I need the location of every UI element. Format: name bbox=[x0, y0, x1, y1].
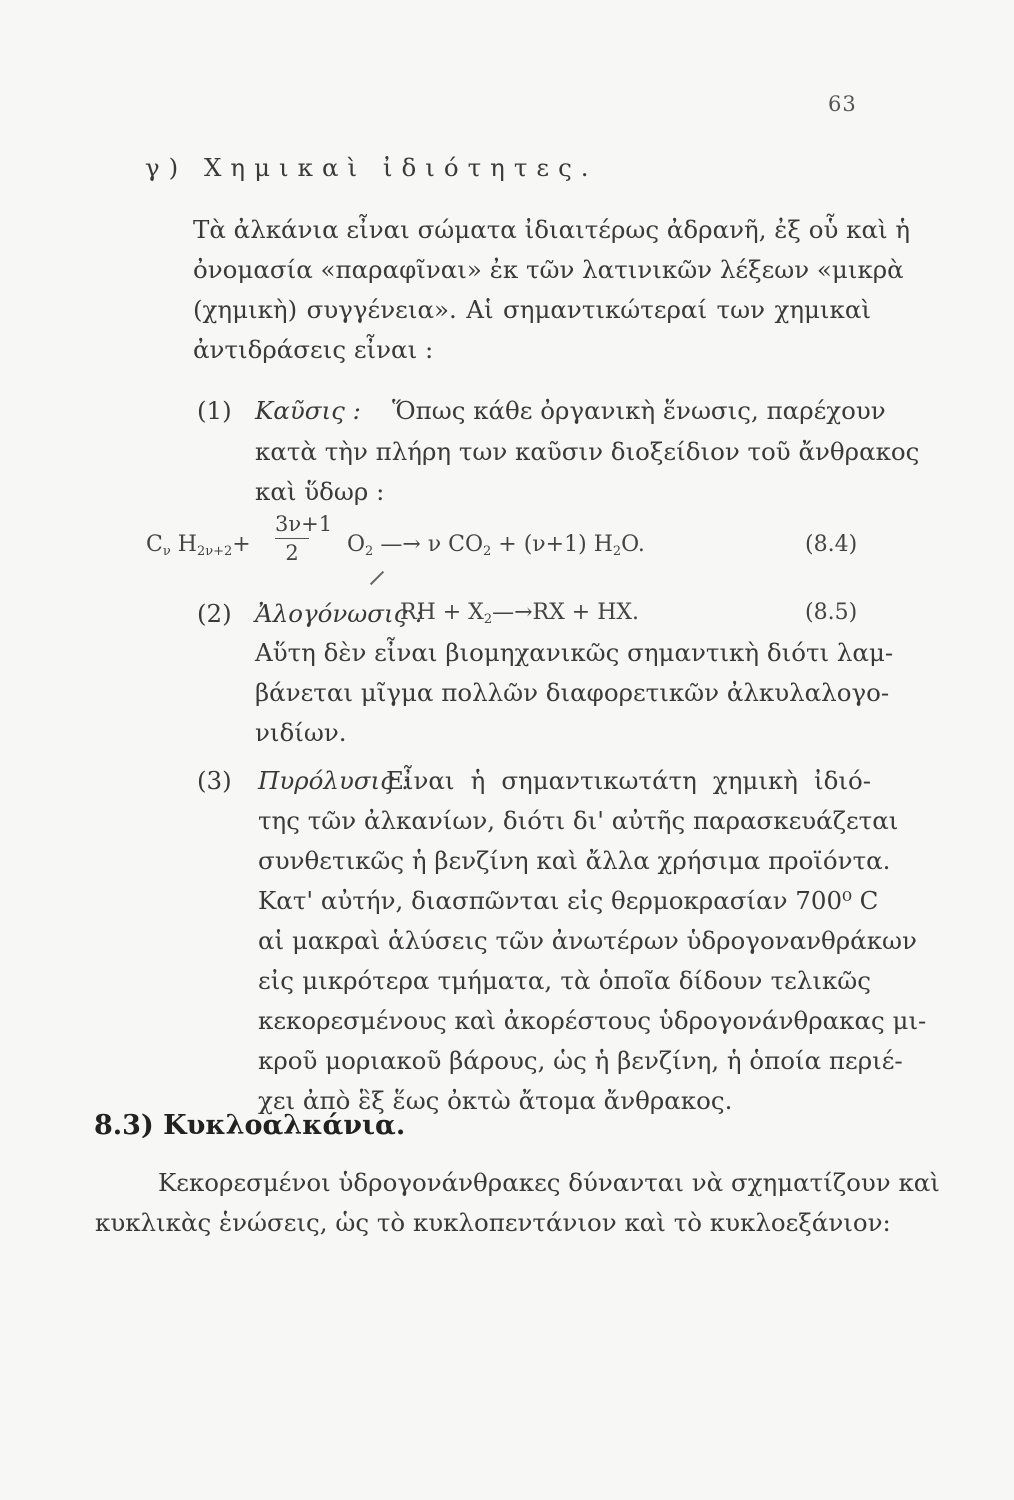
section-8-3-heading: 8.3) Κυκλοαλκάνια. bbox=[94, 1110, 406, 1141]
item3-line-8: κροῦ μοριακοῦ βάρους, ὡς ἡ βενζίνη, ἡ ὁποία περιέ- bbox=[258, 1046, 903, 1075]
item3-line-6: εἰς μικρότερα τμήματα, τὰ ὁποῖα δίδουν τελικῶς bbox=[258, 966, 871, 995]
equation-8-4-label: (8.4) bbox=[805, 532, 858, 557]
item3-line-5: αἱ μακραὶ ἁλύσεις τῶν ἀνωτέρων ὑδρογονανθράκων bbox=[258, 926, 917, 955]
item1-line-2: κατὰ τὴν πλήρη των καῦσιν διοξείδιον τοῦ ἄνθρακος bbox=[255, 437, 920, 466]
item3-line-1: Εἶναι ἡ σημαντικωτάτη χημικὴ ἰδιό- bbox=[386, 766, 871, 795]
item3-line-4: Κατ' αὐτήν, διασπῶνται εἰς θερμοκρασίαν 700⁰ C bbox=[258, 886, 879, 915]
item2-term: Ἀλογόνωσις : bbox=[255, 599, 424, 628]
equation-8-4-fraction: 3ν+1 2 bbox=[275, 512, 333, 565]
item2-number: (2) bbox=[197, 599, 232, 628]
item3-line-3: συνθετικῶς ἡ βενζίνη καὶ ἄλλα χρήσιμα προϊόντα. bbox=[258, 846, 891, 875]
section-title: γ) Χημικαὶ ἰδιότητες. bbox=[145, 153, 598, 182]
item1-line-1: Ὅπως κάθε ὀργανικὴ ἕνωσις, παρέχουν bbox=[392, 396, 886, 425]
item2-line-1: Αὕτη δὲν εἶναι βιομηχανικῶς σημαντικὴ διότι λαμ- bbox=[255, 638, 894, 667]
equation-8-5-label: (8.5) bbox=[805, 600, 858, 625]
page-number: 63 bbox=[828, 92, 857, 116]
item3-line-2: της τῶν ἀλκανίων, διότι δι' αὐτῆς παρασκευάζεται bbox=[258, 806, 899, 835]
item3-term: Πυρόλυσις : bbox=[258, 766, 410, 795]
item2-line-3: νιδίων. bbox=[255, 718, 347, 747]
section-8-3-line-1: Κεκορεσμένοι ὑδρογονάνθρακες δύνανται νὰ σχηματίζουν καὶ bbox=[158, 1168, 940, 1197]
item3-line-9: χει ἀπὸ ἓξ ἕως ὀκτὼ ἄτομα ἄνθρακος. bbox=[258, 1086, 733, 1115]
intro-line-4: ἀντιδράσεις εἶναι : bbox=[193, 335, 434, 364]
pencil-mark bbox=[370, 571, 384, 585]
intro-line-3: (χημικὴ) συγγένεια». Αἱ σημαντικώτεραί των χημικαὶ bbox=[193, 295, 871, 324]
intro-line-1: Τὰ ἀλκάνια εἶναι σώματα ἰδιαιτέρως ἀδρανῆ, ἐξ οὗ καὶ ἡ bbox=[193, 215, 911, 244]
section-8-3-line-2: κυκλικὰς ἑνώσεις, ὡς τὸ κυκλοπεντάνιον καὶ τὸ κυκλοεξάνιον: bbox=[95, 1208, 891, 1237]
item1-number: (1) bbox=[197, 396, 232, 425]
equation-8-5: RH + $X_2—\to RX$ + HX. bbox=[400, 600, 640, 627]
intro-line-2: ὀνομασία «παραφῖναι» ἐκ τῶν λατινικῶν λέξεων «μικρὰ bbox=[193, 255, 904, 284]
equation-8-4-lhs: $C_\nu$ $H_{2\nu+2}+$ bbox=[146, 532, 251, 559]
item2-line-2: βάνεται μῖγμα πολλῶν διαφορετικῶν ἀλκυλαλογο- bbox=[255, 678, 890, 707]
item3-number: (3) bbox=[197, 766, 232, 795]
item1-line-3: καὶ ὕδωρ : bbox=[255, 477, 385, 506]
item1-term: Καῦσις : bbox=[255, 396, 361, 425]
equation-8-4-rhs: $O_2$ —→ ν $CO_2 + (\nu+1)$ $H_2O$. bbox=[347, 532, 645, 559]
item3-line-7: κεκορεσμένους καὶ ἀκορέστους ὑδρογονάνθρακας μι- bbox=[258, 1006, 927, 1035]
